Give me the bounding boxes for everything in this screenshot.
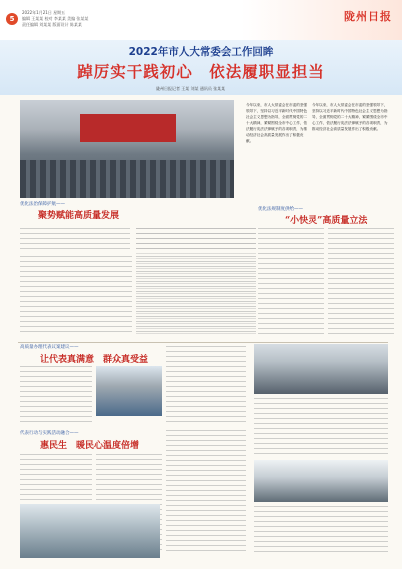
right-photo-2 [254, 460, 388, 502]
meta-editors: 编辑 王某某 校对 李某某 美编 张某某 [22, 16, 89, 21]
section1-headline: 聚势赋能高质量发展 [38, 211, 120, 221]
section4-kicker: 代表行动与实践活动融合—— [20, 431, 79, 436]
right-photo-1 [254, 344, 388, 394]
section4-headline: 惠民生 暖民心温度倍增 [40, 441, 140, 451]
section4-text-col3 [166, 430, 246, 554]
bottom-left-photo [20, 504, 160, 558]
banner-byline: 陇州日报记者 王某 刘某 通讯员 张某某 [156, 86, 226, 91]
right-text-1 [254, 398, 388, 456]
page-number-badge: 5 [6, 13, 18, 25]
intro-text-2: 今年以来，市人大常委会在市委的坚强领导下，坚持以习近平新时代中国特色社会主义思想为指导，全面贯彻党的二十大精神，紧紧围绕全市中心工作，依法履行宪法法律赋予的各项职责，为推动经济社会高质量发展作出了积极贡献。 [312, 103, 388, 131]
masthead: 陇州日报 [344, 10, 392, 23]
section1-text-col3 [136, 228, 256, 338]
banner-kicker: 2022年市人大常委会工作回眸 [128, 46, 274, 58]
section2-kicker: 优化法规制度供给—— [258, 207, 303, 212]
section2-text-col1 [258, 228, 324, 338]
mid-text-col [166, 346, 246, 424]
meta-date: 2022年1月21日 星期五 [22, 10, 66, 15]
section1-kicker: 优化法治保障护航—— [20, 202, 65, 207]
section3-kicker: 高质量办理代表议案建议—— [20, 345, 79, 350]
right-text-2 [254, 506, 388, 556]
section1-text-col1 [20, 256, 132, 336]
meta-design: 责任编辑 刘某某 版面设计 陈某某 [22, 22, 82, 27]
intro-text-1: 今年以来，市人大常委会在市委的坚强领导下，坚持以习近平新时代中国特色社会主义思想为指导，全面贯彻党的二十大精神，紧紧围绕全市中心工作，依法履行宪法法律赋予的各项职责，为推动经济社会高质量发展作出了积极贡献。 [246, 103, 308, 143]
banner-headline: 踔厉实干践初心 依法履职显担当 [77, 63, 325, 81]
section3-text-col1 [20, 366, 92, 424]
stage-backdrop [80, 114, 176, 142]
section2-text-col2 [328, 228, 394, 338]
divider [18, 342, 388, 343]
body-text-block [20, 228, 130, 252]
audience-rows [20, 160, 234, 198]
section3-photo [96, 366, 162, 416]
section2-headline: “小快灵”高质量立法 [285, 216, 368, 226]
meeting-hall-photo [20, 100, 234, 198]
section3-headline: 让代表真满意 群众真受益 [40, 355, 149, 365]
